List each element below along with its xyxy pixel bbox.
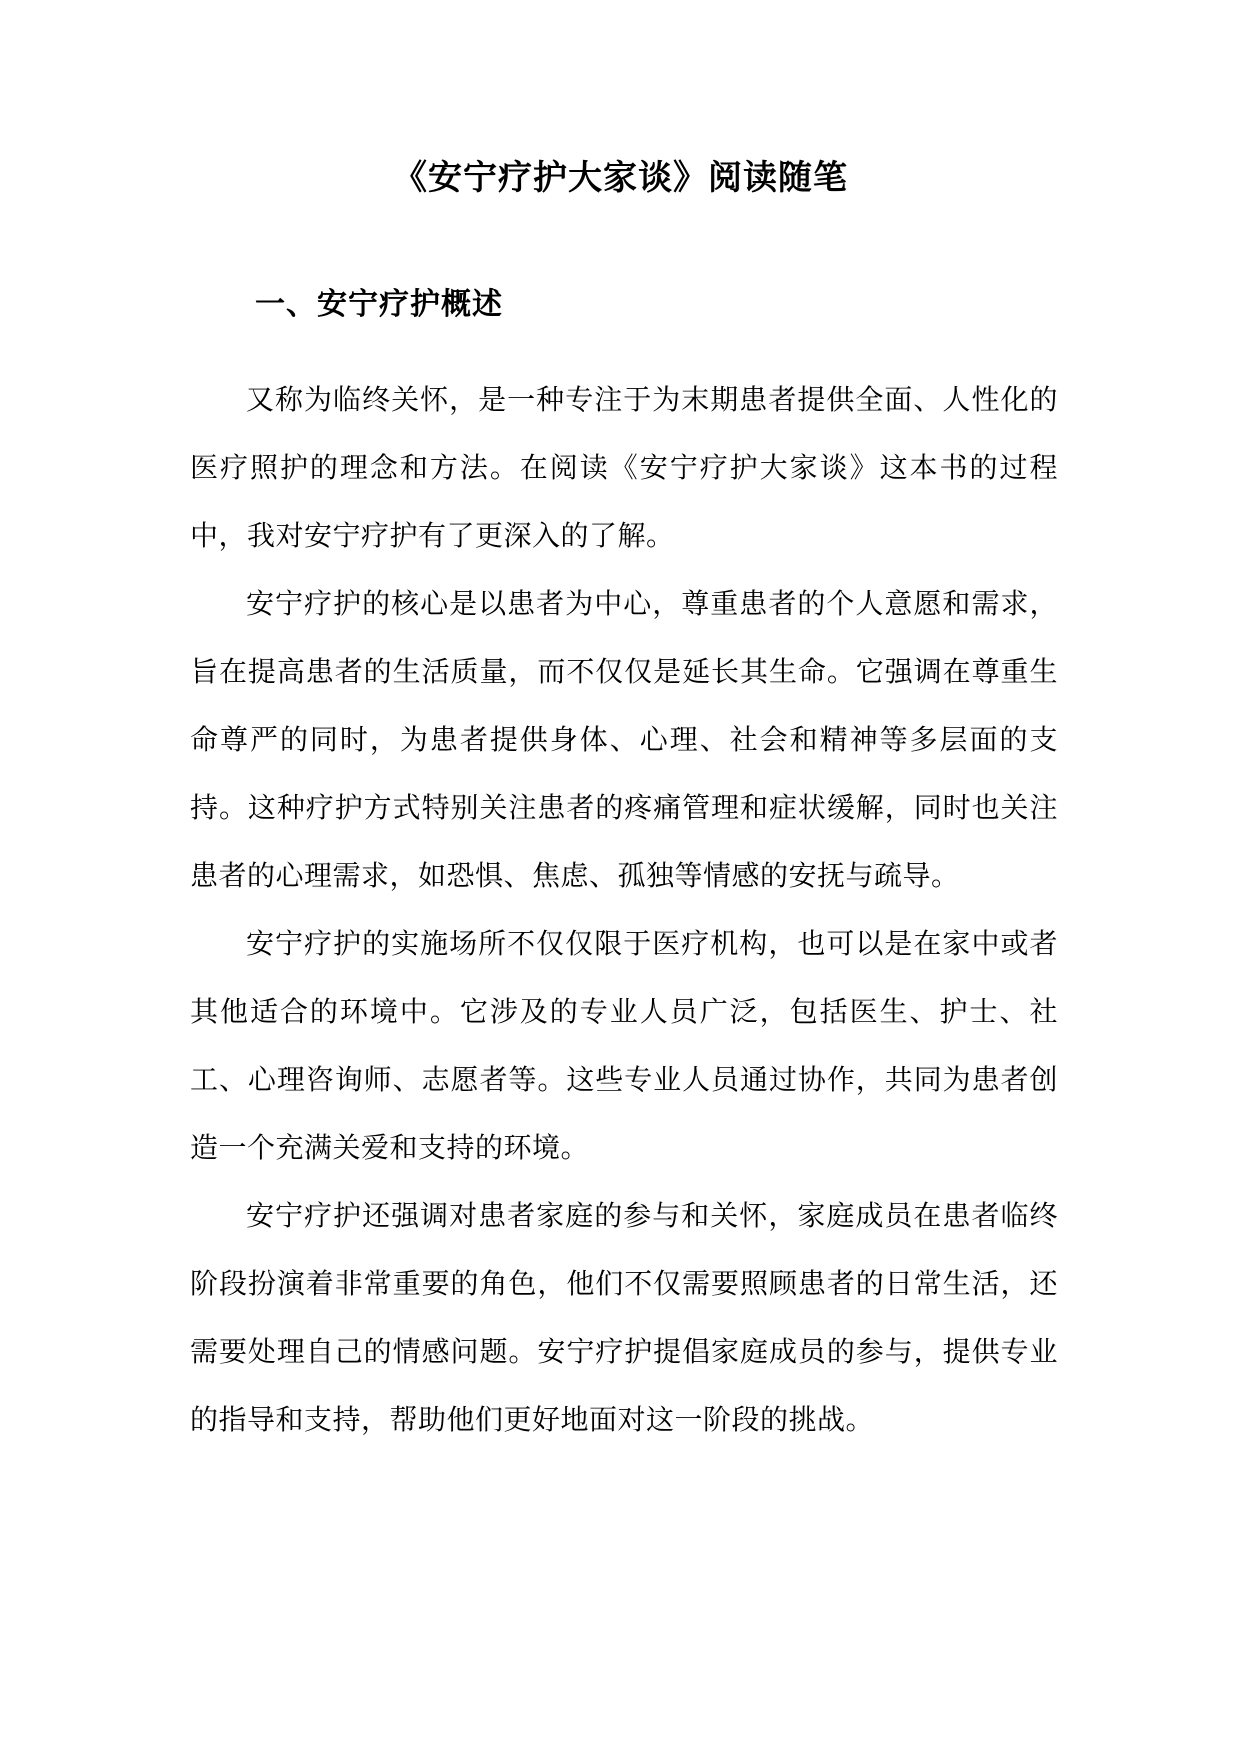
document-title: 《安宁疗护大家谈》阅读随笔 — [393, 158, 848, 198]
paragraph-3: 安宁疗护的实施场所不仅仅限于医疗机构，也可以是在家中或者其他适合的环境中。它涉及的专业人员广泛，包括医生、护士、社工、心理咨询师、志愿者等。这些专业人员通过协作，共同为患者创造一个充满关爱和支持的环境。 — [190, 927, 1058, 1164]
section-heading: 一、安宁疗护概述 — [255, 287, 503, 322]
paragraph-4: 安宁疗护还强调对患者家庭的参与和关怀，家庭成员在患者临终阶段扮演着非常重要的角色，他们不仅需要照顾患者的日常生活，还需要处理自己的情感问题。安宁疗护提倡家庭成员的参与，提供专业的指导和支持，帮助他们更好地面对这一阶段的挑战。 — [190, 1199, 1058, 1436]
body-text — [190, 366, 1058, 1454]
paragraph-2: 安宁疗护的核心是以患者为中心，尊重患者的个人意愿和需求，旨在提高患者的生活质量，而不仅仅是延长其生命。它强调在尊重生命尊严的同时，为患者提供身体、心理、社会和精神等多层面的支持。这种疗护方式特别关注患者的疼痛管理和症状缓解，同时也关注患者的心理需求，如恐惧、焦虑、孤独等情感的安抚与疏导。 — [190, 587, 1058, 892]
paragraph-1: 又称为临终关怀，是一种专注于为末期患者提供全面、人性化的医疗照护的理念和方法。在阅读《安宁疗护大家谈》这本书的过程中，我对安宁疗护有了更深入的了解。 — [190, 383, 1058, 552]
